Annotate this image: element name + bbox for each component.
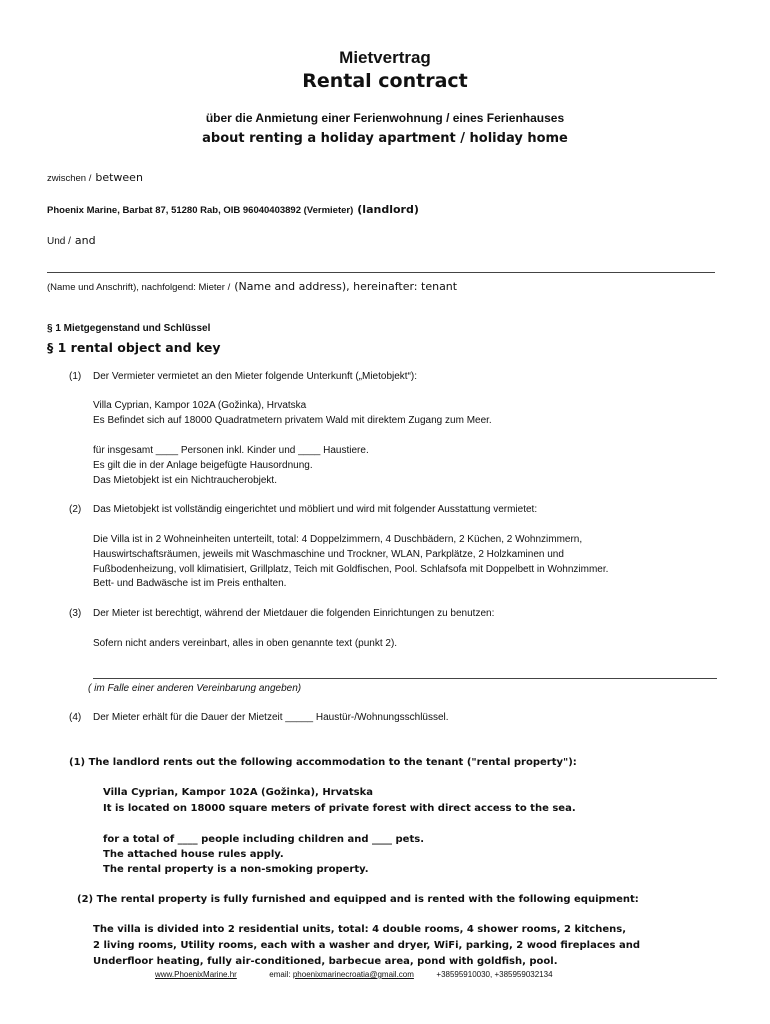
footer-phones: +38595910030, +385959032134 — [436, 970, 553, 979]
section1-heading-en: § 1 rental object and key — [47, 340, 221, 355]
between-line — [47, 168, 143, 186]
de-p3-blank-line — [93, 678, 717, 679]
de-p2-line4: Bett- und Badwäsche ist im Preis enthalten. — [93, 578, 287, 589]
footer-email-label: email: — [269, 970, 291, 979]
subtitle-en: about renting a holiday apartment / holiday home — [202, 131, 568, 146]
and-en: and — [74, 234, 96, 247]
de-p1-line3: für insgesamt ____ Personen inkl. Kinder und ____ Haustiere. — [93, 445, 369, 456]
de-p1-line2: Es Befindet sich auf 18000 Quadratmetern privatem Wald mit direktem Zugang zum Meer. — [93, 415, 492, 426]
en-p1-line4: The attached house rules apply. — [103, 849, 284, 860]
landlord-line — [47, 200, 419, 218]
de-p4-text: Der Mieter erhält für die Dauer der Mietzeit _____ Haustür-/Wohnungsschlüssel. — [93, 712, 449, 723]
de-p1-line4: Es gilt die in der Anlage beigefügte Hausordnung. — [93, 460, 313, 471]
and-line — [47, 231, 96, 249]
section1-heading-de: § 1 Mietgegenstand und Schlüssel — [47, 323, 211, 334]
footer-website-link[interactable]: www.PhoenixMarine.hr — [155, 970, 237, 979]
between-de: zwischen / — [47, 173, 92, 184]
de-p3-number: (3) — [69, 608, 82, 619]
title-en: Rental contract — [302, 70, 468, 92]
en-p2-line2: 2 living rooms, Utility rooms, each with a washer and dryer, WiFi, parking, 2 wood fireplaces and — [93, 940, 640, 951]
de-p1-line5: Das Mietobjekt ist ein Nichtraucherobjekt. — [93, 475, 277, 486]
de-p1-number: (1) — [69, 371, 82, 382]
footer — [155, 970, 553, 979]
en-p1-line5: The rental property is a non-smoking property. — [103, 864, 369, 875]
tenant-de: (Name und Anschrift), nachfolgend: Mieter / — [47, 282, 231, 293]
de-p2-text: Das Mietobjekt ist vollständig eingerichtet und möbliert und wird mit folgender Ausstattung vermietet: — [93, 504, 538, 515]
de-p3-line1: Sofern nicht anders vereinbart, alles in oben genannte text (punkt 2). — [93, 638, 398, 649]
footer-email-link[interactable]: phoenixmarinecroatia@gmail.com — [292, 970, 414, 979]
between-en: between — [95, 171, 143, 184]
de-p3-text: Der Mieter ist berechtigt, während der Mietdauer die folgenden Einrichtungen zu benutzen: — [93, 608, 495, 619]
de-p1-text: Der Vermieter vermietet an den Mieter folgende Unterkunft („Mietobjekt“): — [93, 371, 418, 382]
de-p3-note: ( im Falle einer anderen Vereinbarung angeben) — [88, 683, 302, 694]
en-p1-line1: Villa Cyprian, Kampor 102A (Gožinka), Hrvatska — [103, 787, 374, 798]
en-p2-line1: The villa is divided into 2 residential units, total: 4 double rooms, 4 shower rooms, 2 kitchens, — [93, 924, 627, 935]
landlord-en: (landlord) — [357, 203, 419, 216]
de-p4-number: (4) — [69, 712, 82, 723]
de-p2-line1: Die Villa ist in 2 Wohneinheiten unterteilt, total: 4 Doppelzimmern, 4 Duschbädern, 2 Küchen, 2 Wohnzimmern, — [93, 534, 583, 545]
title-de: Mietvertrag — [339, 48, 431, 67]
en-p2-text: (2) The rental property is fully furnished and equipped and is rented with the following equipment: — [77, 894, 639, 905]
de-p2-line2: Hauswirtschaftsräumen, jeweils mit Waschmaschine und Trockner, WLAN, Parkplätze, 2 Holzkaminen und — [93, 549, 564, 560]
tenant-blank-line — [47, 272, 715, 273]
and-de: Und / — [47, 236, 71, 247]
de-p2-number: (2) — [69, 504, 82, 515]
tenant-en: (Name and address), hereinafter: tenant — [234, 280, 458, 293]
subtitle-de: über die Anmietung einer Ferienwohnung / eines Ferienhauses — [205, 111, 565, 125]
en-p1-line2: It is located on 18000 square meters of private forest with direct access to the sea. — [103, 803, 576, 814]
en-p2-line3: Underfloor heating, fully air-conditioned, barbecue area, pond with goldfish, pool. — [93, 956, 558, 967]
landlord-de: Phoenix Marine, Barbat 87, 51280 Rab, OIB 96040403892 (Vermieter) — [47, 205, 354, 216]
de-p2-line3: Fußbodenheizung, voll klimatisiert, Grillplatz, Teich mit Goldfischen, Pool. Schlafsofa mit Doppelbett in Wohnzimmer. — [93, 564, 609, 575]
en-p1-line3: for a total of ____ people including children and ____ pets. — [103, 834, 424, 845]
en-p1-text: (1) The landlord rents out the following accommodation to the tenant ("rental property"): — [69, 757, 577, 768]
tenant-line — [47, 277, 457, 295]
de-p1-line1: Villa Cyprian, Kampor 102A (Gožinka), Hrvatska — [93, 400, 307, 411]
